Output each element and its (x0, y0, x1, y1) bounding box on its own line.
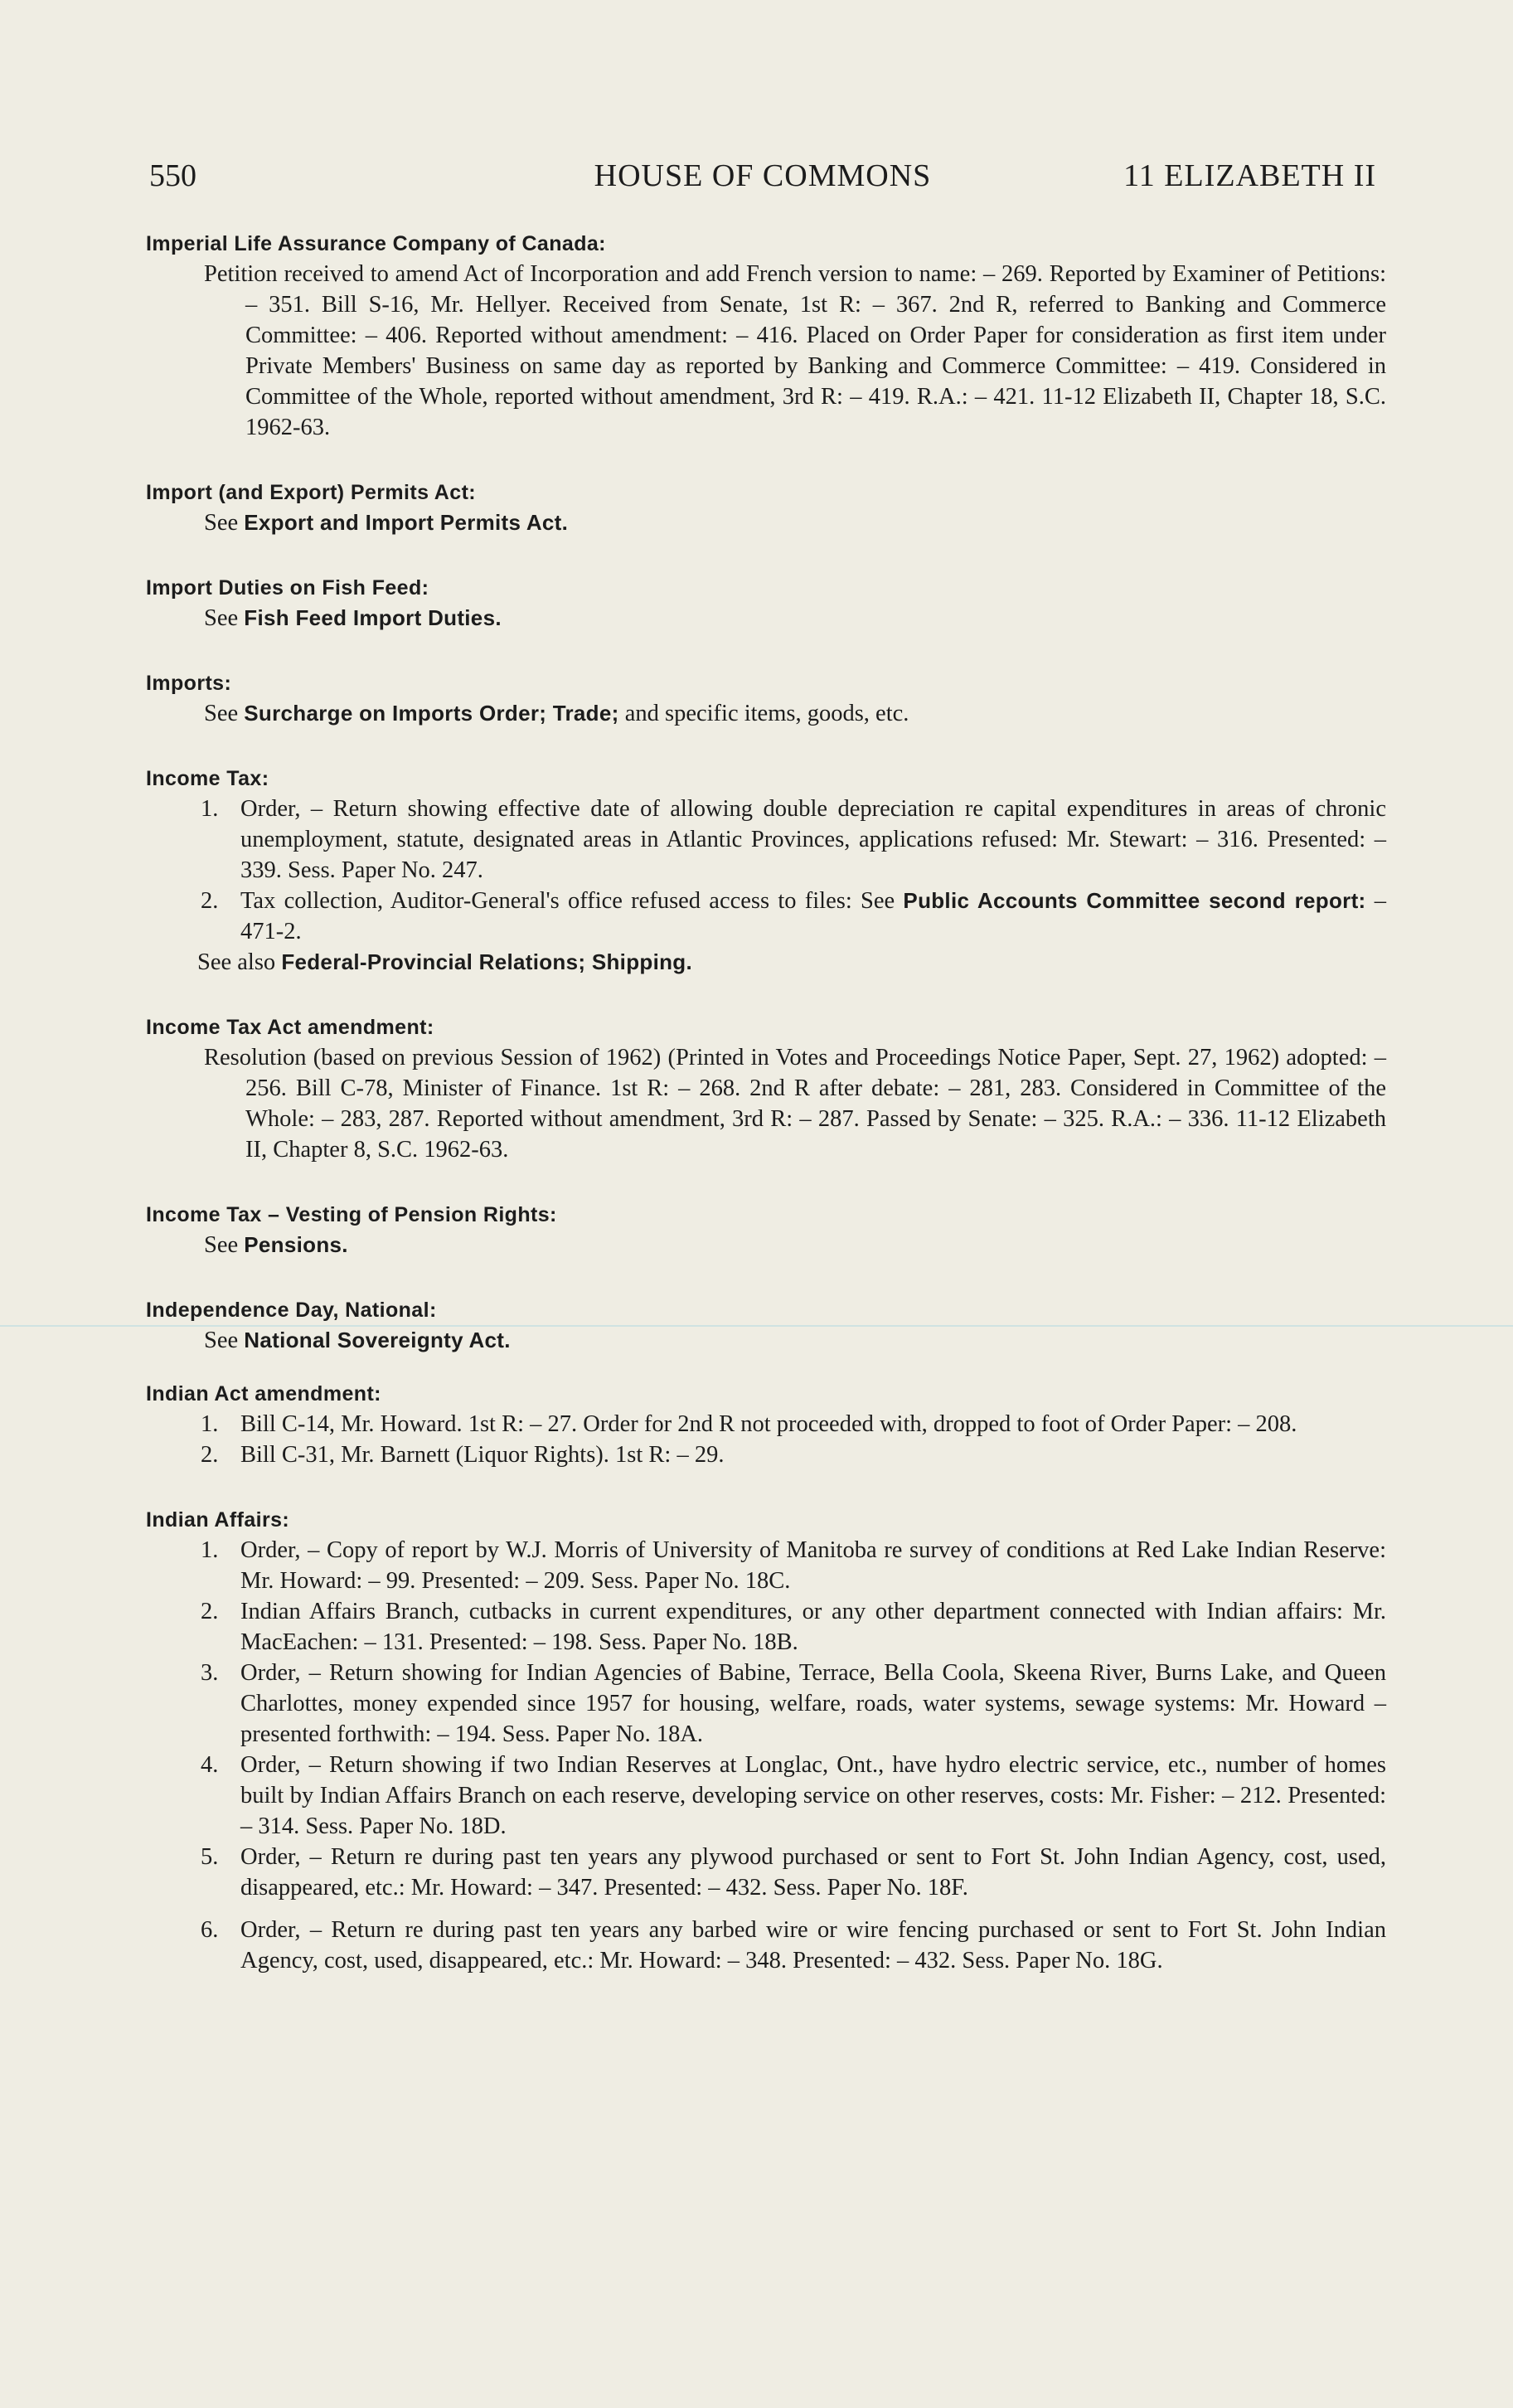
item-text: Indian Affairs Branch, cutbacks in current expenditures, or any other department connected with Indian affairs: Mr. MacEachen: – 131. Presented: – 198. Sess. Paper No. 18B. (240, 1599, 1386, 1655)
cross-reference: Pensions. (244, 1232, 348, 1257)
item-text: Order, – Return re during past ten years any plywood purchased or sent to Fort St. John Indian Agency, cost, used, disappeared, etc.: Mr. Howard: – 347. Presented: – 432. Sess. Paper No. 18F. (240, 1844, 1386, 1901)
list-item (146, 1658, 1386, 1750)
see-prefix: See (204, 1232, 239, 1258)
item-number: 3. (201, 1660, 219, 1686)
entry-heading: Income Tax – Vesting of Pension Rights: (146, 1203, 557, 1226)
item-number: 1. (201, 796, 219, 822)
index-entry-import-duties (146, 573, 1386, 634)
entry-items (146, 1535, 1386, 1976)
index-entry-independence-day (146, 1295, 1386, 1356)
regnal-year: 11 ELIZABETH II (1123, 158, 1376, 193)
see-prefix: See also (197, 949, 276, 975)
item-number: 1. (201, 1411, 219, 1437)
cross-reference: National Sovereignty Act. (244, 1328, 511, 1352)
see-reference (204, 1325, 1386, 1356)
list-item (146, 1915, 1386, 1976)
index-entry-imports (146, 668, 1386, 729)
list-item (146, 1842, 1386, 1903)
list-item (146, 794, 1386, 886)
index-entry-income-tax-act-amendment (146, 1012, 1386, 1165)
list-item (146, 1439, 1386, 1470)
page-title: HOUSE OF COMMONS (594, 158, 932, 193)
see-prefix: See (204, 605, 239, 631)
see-prefix: See (204, 510, 239, 536)
index-entry-import-permits (146, 478, 1386, 538)
entry-text: Petition received to amend Act of Incorporation and add French version to name: – 269. Reported by Examiner of Petitions: – 351. Bill S-16, Mr. Hellyer. Received from Senate, 1st R: – 367. 2nd R, referred to Banking and Commerce Committee: – 406. Reported without amendment: – 416. Placed on Order Paper for consideration as first item under Private Members' Business on same day as reported by Banking and Commerce Committee: – 419. Considered in Committee of the Whole, reported without amendment, 3rd R: – 419. R.A.: – 421. 11-12 Elizabeth II, Chapter 18, S.C. 1962-63. (204, 261, 1386, 440)
list-item (146, 1535, 1386, 1596)
entry-heading: Income Tax: (146, 767, 269, 790)
entry-items (146, 1409, 1386, 1470)
entry-heading: Imperial Life Assurance Company of Canada: (146, 232, 606, 255)
see-suffix: and specific items, goods, etc. (624, 701, 909, 726)
see-reference (204, 507, 1386, 538)
item-number: 1. (201, 1537, 219, 1563)
entry-heading: Independence Day, National: (146, 1299, 437, 1322)
list-item (146, 1750, 1386, 1842)
index-entry-indian-act-amendment (146, 1379, 1386, 1470)
see-reference (204, 603, 1386, 634)
entry-text: Resolution (based on previous Session of 1962) (Printed in Votes and Proceedings Notice Paper, Sept. 27, 1962) adopted: – 256. Bill C-78, Minister of Finance. 1st R: – 268. 2nd R after debate: – 281, 283. Considered in Committee of the Whole: – 283, 287. Reported without amendment, 3rd R: – 287. Passed by Senate: – 325. R.A.: – 336. 11-12 Elizabeth II, Chapter 8, S.C. 1962-63. (204, 1045, 1386, 1163)
cross-reference: Federal-Provincial Relations; Shipping. (281, 949, 692, 974)
entry-heading: Income Tax Act amendment: (146, 1016, 434, 1039)
item-number: 4. (201, 1752, 219, 1778)
item-text: Order, – Return re during past ten years any barbed wire or wire fencing purchased or sent to Fort St. John Indian Agency, cost, used, disappeared, etc.: Mr. Howard: – 348. Presented: – 432. Sess. Paper No. 18G. (240, 1917, 1386, 1973)
item-number: 2. (201, 1442, 219, 1468)
see-prefix: See (204, 701, 239, 726)
see-also-reference (197, 947, 1386, 978)
cross-reference: Fish Feed Import Duties. (244, 605, 502, 630)
page-header (149, 158, 1376, 207)
item-number: 2. (201, 1599, 219, 1624)
entry-heading: Imports: (146, 672, 232, 695)
item-text: Order, – Return showing effective date of allowing double depreciation re capital expenditures in areas of chronic unemployment, statute, designated areas in Atlantic Provinces, applications refused: Mr. Stewart: – 316. Presented: – 339. Sess. Paper No. 247. (240, 796, 1386, 883)
index-entry-income-tax (146, 764, 1386, 978)
list-item (146, 1409, 1386, 1439)
entry-heading: Indian Affairs: (146, 1508, 290, 1532)
item-number: 2. (201, 888, 219, 914)
item-text-after: – 471-2. (240, 888, 1387, 944)
see-reference (204, 698, 1386, 729)
item-text: Bill C-14, Mr. Howard. 1st R: – 27. Order for 2nd R not proceeded with, dropped to foot of Order Paper: – 208. (240, 1411, 1297, 1437)
item-text: Bill C-31, Mr. Barnett (Liquor Rights). 1st R: – 29. (240, 1442, 725, 1468)
see-reference (204, 1230, 1386, 1260)
index-entry-imperial-life (146, 229, 1386, 443)
entry-heading: Import (and Export) Permits Act: (146, 481, 477, 504)
cross-reference: Export and Import Permits Act. (244, 510, 569, 535)
list-item (146, 886, 1386, 947)
see-prefix: See (204, 1328, 239, 1353)
list-item (146, 1596, 1386, 1658)
index-entry-indian-affairs (146, 1505, 1386, 1976)
entry-items (146, 794, 1386, 947)
cross-reference: Public Accounts Committee second report: (903, 888, 1366, 913)
item-number: 6. (201, 1917, 219, 1943)
item-text: Order, – Return showing if two Indian Reserves at Longlac, Ont., have hydro electric service, etc., number of homes built by Indian Affairs Branch on each reserve, developing service on other reserves, costs: Mr. Fisher: – 212. Presented: – 314. Sess. Paper No. 18D. (240, 1752, 1386, 1839)
item-number: 5. (201, 1844, 219, 1870)
entry-heading: Indian Act amendment: (146, 1382, 381, 1405)
page-number: 550 (149, 158, 196, 193)
item-text: Order, – Return showing for Indian Agencies of Babine, Terrace, Bella Coola, Skeena River, Burns Lake, and Queen Charlottes, money expended since 1957 for housing, welfare, roads, water systems, sewage systems: Mr. Howard – presented forthwith: – 194. Sess. Paper No. 18A. (240, 1660, 1386, 1747)
cross-reference: Surcharge on Imports Order; Trade; (244, 701, 619, 726)
item-text: Order, – Copy of report by W.J. Morris of University of Manitoba re survey of conditions at Red Lake Indian Reserve: Mr. Howard: – 99. Presented: – 209. Sess. Paper No. 18C. (240, 1537, 1386, 1594)
item-text: Tax collection, Auditor-General's office refused access to files: See (240, 888, 895, 914)
index-entries (146, 229, 1386, 2011)
item-text-wrapper (240, 886, 1386, 947)
entry-heading: Import Duties on Fish Feed: (146, 576, 429, 600)
index-entry-income-tax-vesting (146, 1200, 1386, 1260)
